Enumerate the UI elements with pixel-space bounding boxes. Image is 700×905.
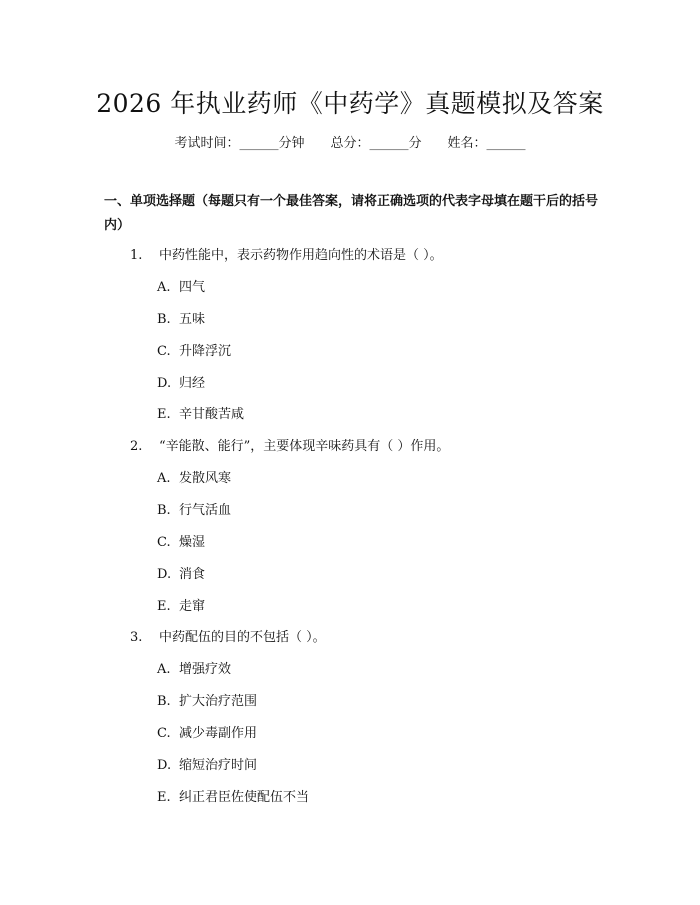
option-text: 行气活血: [179, 503, 232, 518]
option-text: 消食: [179, 567, 206, 582]
question-3-option-b: [157, 690, 257, 709]
option-letter: D.: [157, 567, 172, 582]
question-2: [130, 435, 449, 454]
question-1-option-b: [157, 308, 205, 327]
option-text: 纠正君臣佐使配伍不当: [179, 790, 310, 805]
question-2-option-e: [157, 595, 205, 614]
question-1-option-d: [157, 372, 205, 391]
option-text: 走窜: [179, 599, 206, 614]
option-letter: A.: [157, 280, 171, 295]
question-3-option-a: [157, 658, 231, 677]
question-2-option-a: [157, 467, 231, 486]
option-letter: C.: [157, 726, 171, 741]
option-text: 五味: [179, 312, 206, 327]
option-letter: E.: [157, 407, 171, 422]
exam-time-label: 考试时间：______分钟: [174, 136, 305, 151]
question-1-option-c: [157, 340, 231, 359]
option-letter: D.: [157, 376, 172, 391]
option-text: 缩短治疗时间: [179, 758, 258, 773]
option-text: 辛甘酸苦咸: [179, 407, 245, 422]
question-1-option-e: [157, 403, 244, 422]
option-letter: A.: [157, 471, 171, 486]
option-letter: E.: [157, 599, 171, 614]
question-1: [130, 244, 443, 263]
option-text: 扩大治疗范围: [179, 694, 258, 709]
question-stem: 中药性能中，表示药物作用趋向性的术语是（ ）。: [159, 248, 443, 263]
option-letter: B.: [157, 694, 171, 709]
question-3-option-c: [157, 722, 257, 741]
option-text: 增强疗效: [179, 662, 232, 677]
option-letter: E.: [157, 790, 171, 805]
page-title: 2026 年执业药师《中药学》真题模拟及答案: [96, 89, 604, 118]
option-text: 四气: [179, 280, 206, 295]
option-letter: C.: [157, 344, 171, 359]
total-score-label: 总分：______分: [330, 136, 422, 151]
question-2-option-b: [157, 499, 231, 518]
question-2-option-c: [157, 531, 205, 550]
question-number: 3.: [130, 630, 143, 645]
question-3: [130, 626, 326, 645]
question-stem: “辛能散、能行”，主要体现辛味药具有（ ）作用。: [159, 439, 450, 454]
option-text: 减少毒副作用: [179, 726, 258, 741]
question-3-option-e: [157, 786, 309, 805]
option-letter: D.: [157, 758, 172, 773]
question-3-option-d: [157, 754, 257, 773]
option-letter: B.: [157, 503, 171, 518]
question-number: 1.: [130, 248, 143, 263]
option-letter: A.: [157, 662, 171, 677]
question-2-option-d: [157, 563, 205, 582]
option-letter: C.: [157, 535, 171, 550]
question-number: 2.: [130, 439, 143, 454]
section-heading: 一、单项选择题（每题只有一个最佳答案，请将正确选项的代表字母填在题干后的括号内）: [104, 194, 599, 233]
option-text: 升降浮沉: [179, 344, 232, 359]
option-text: 燥湿: [179, 535, 206, 550]
option-text: 归经: [179, 376, 206, 391]
exam-meta-line: [0, 132, 700, 151]
question-1-option-a: [157, 276, 205, 295]
name-label: 姓名：______: [447, 136, 526, 151]
option-text: 发散风寒: [179, 471, 232, 486]
option-letter: B.: [157, 312, 171, 327]
question-stem: 中药配伍的目的不包括（ ）。: [159, 630, 326, 645]
